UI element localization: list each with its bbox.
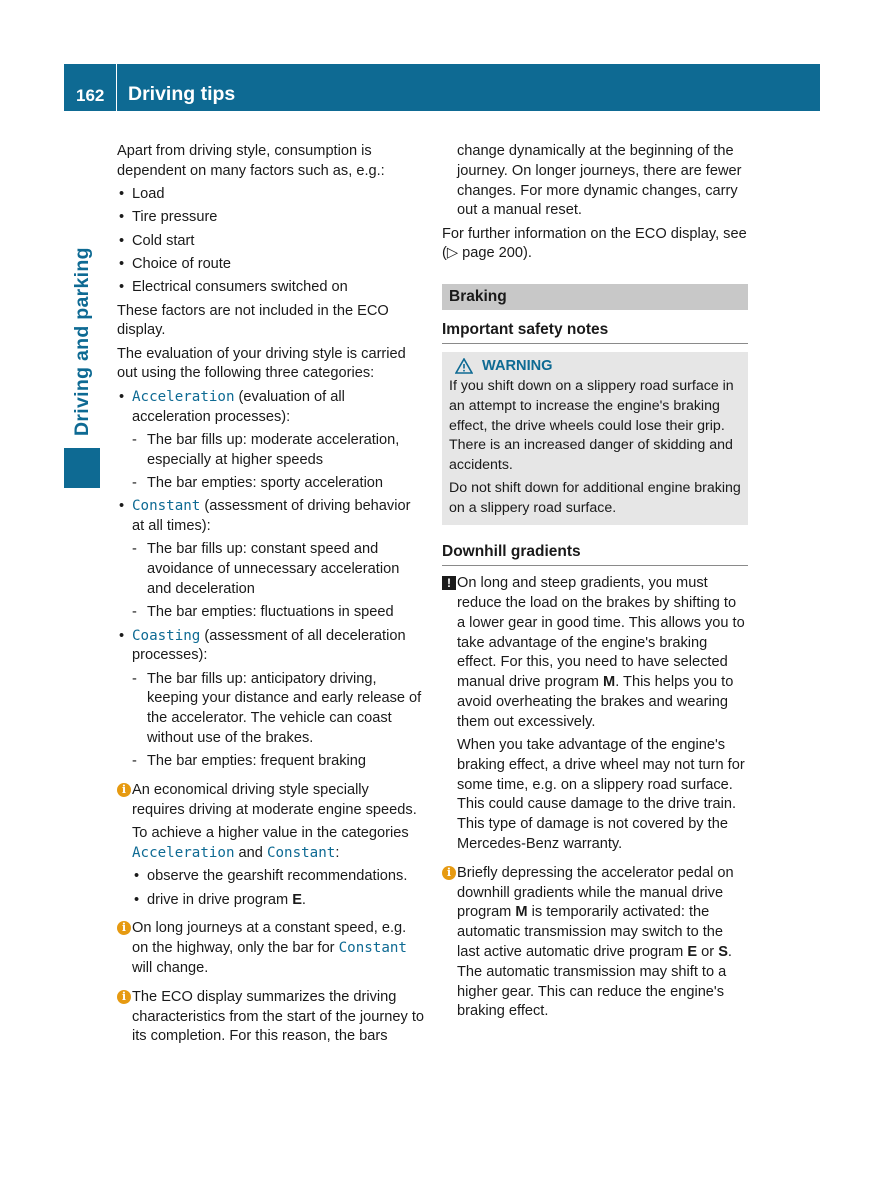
- note-text: When you take advantage of the engine's braking effect, a drive wheel may not turn for some time, e.g. on a slippery road surface. This could cause damage to the drive train. This type of damage is not covered by the Mercedes-Benz warranty.: [457, 737, 745, 853]
- intro-text: Apart from driving style, consumption is dependent on many factors such as, e.g.:: [117, 143, 385, 179]
- category-acceleration: [117, 388, 425, 428]
- evaluation-text: The evaluation of your driving style is carried out using the following three categories:: [117, 345, 406, 382]
- warning-box: [442, 352, 748, 525]
- category-coasting: [117, 627, 425, 667]
- downhill-heading: Downhill gradients: [442, 541, 748, 566]
- note-text: The ECO display summarizes the driving characteristics from the start of the journey to its completion. For this reason, the bars: [132, 988, 424, 1045]
- category-desc: (assessment of all deceleration processes):: [132, 627, 406, 664]
- category-name: Acceleration: [132, 388, 235, 405]
- warning-triangle-icon: [455, 358, 473, 374]
- factor-item: • Tire pressure: [117, 208, 425, 228]
- category-detail: - The bar empties: fluctuations in speed: [117, 603, 425, 623]
- page-header: [64, 64, 820, 111]
- category-detail: - The bar empties: sporty acceleration: [117, 474, 425, 494]
- category-detail: - The bar fills up: constant speed and avoidance of unnecessary acceleration and deceleration: [117, 540, 425, 599]
- not-included-text: These factors are not included in the ECO display.: [117, 302, 389, 339]
- info-icon: i: [117, 990, 131, 1004]
- factor-item: • Load: [117, 185, 425, 205]
- continuation-text: change dynamically at the beginning of the journey. On longer journeys, there are fewer changes. For more dynamic changes, carry out a manual reset.: [457, 143, 742, 219]
- info-icon: i: [117, 921, 131, 935]
- warning-text: If you shift down on a slippery road surface in an attempt to increase the engine's braking effect, the drive wheels could lose their grip. There is an increased danger of skidding and accidents.: [449, 378, 734, 474]
- section-title: Driving tips: [128, 83, 236, 105]
- info-icon: i: [442, 866, 456, 880]
- braking-section-heading: Braking: [442, 284, 748, 310]
- page-number: 162: [76, 86, 105, 105]
- stop-note-downhill: [442, 574, 748, 855]
- note-text: An economical driving style specially requires driving at moderate engine speeds.: [132, 782, 417, 818]
- note-text: To achieve a higher value in the categories Acceleration and Constant:: [132, 825, 409, 861]
- side-tab-marker: [64, 448, 100, 488]
- category-detail: - The bar empties: frequent braking: [117, 752, 425, 772]
- safety-notes-heading: Important safety notes: [442, 319, 748, 344]
- right-column: [442, 142, 748, 1026]
- factor-item: • Choice of route: [117, 255, 425, 275]
- category-desc: (evaluation of all acceleration processes):: [132, 388, 345, 425]
- header-divider: [116, 64, 117, 111]
- category-detail: - The bar fills up: anticipatory driving, keeping your distance and early release of the accelerator. The vehicle can coast without use of the brakes.: [117, 670, 425, 749]
- info-icon: i: [117, 783, 131, 797]
- warning-title: WARNING: [449, 355, 741, 377]
- category-constant: [117, 497, 425, 537]
- note-list-item: • observe the gearshift recommendations.: [132, 867, 425, 887]
- category-desc: (assessment of driving behavior at all times):: [132, 498, 411, 535]
- category-detail: - The bar fills up: moderate acceleration, especially at higher speeds: [117, 431, 425, 471]
- note-text: On long journeys at a constant speed, e.g. on the highway, only the bar for Constant will change.: [132, 920, 407, 976]
- note-text: On long and steep gradients, you must reduce the load on the brakes by shifting to a lower gear in good time. This allows you to take advantage of the engine's braking effect. For this, you need to have selected manual drive program M. This helps you to avoid overheating the brakes and wearing them out excessively.: [457, 575, 745, 730]
- category-name: Constant: [132, 498, 201, 515]
- warning-text: Do not shift down for additional engine braking on a slippery road surface.: [449, 479, 741, 516]
- factor-item: • Electrical consumers switched on: [117, 278, 425, 298]
- further-info-text: For further information on the ECO display, see (▷ page 200).: [442, 225, 747, 262]
- info-note-accelerator: [442, 864, 748, 1022]
- stop-icon: !: [442, 576, 456, 590]
- info-note-moderate-speeds: [117, 781, 425, 910]
- left-column: [117, 142, 425, 1051]
- note-list-item: • drive in drive program E.: [132, 891, 425, 911]
- info-note-eco-summary: [117, 988, 425, 1047]
- info-note-constant-speed: [117, 919, 425, 978]
- category-name: Coasting: [132, 627, 201, 644]
- note-text: Briefly depressing the accelerator pedal on downhill gradients while the manual drive program M is temporarily activated: the automatic transmission may switch to the last active automatic drive program E or S. The automatic transmission may shift to a higher gear. This can reduce the engine's braking effect.: [457, 864, 734, 1020]
- factor-item: • Cold start: [117, 232, 425, 252]
- side-tab-label: Driving and parking: [71, 247, 93, 436]
